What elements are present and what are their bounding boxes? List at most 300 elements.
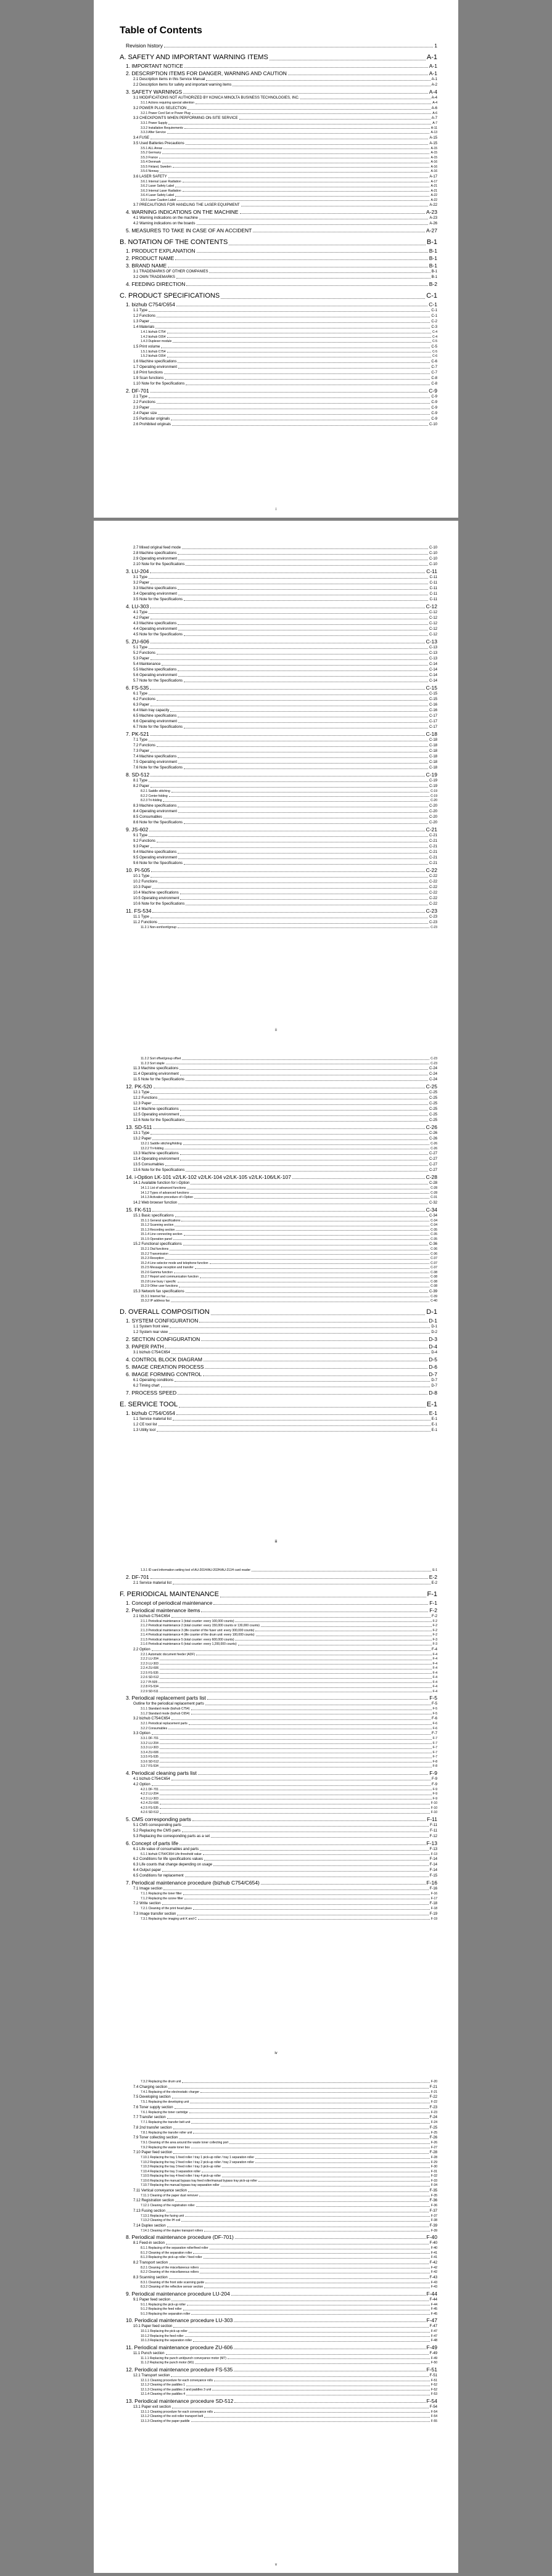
- toc-entry[interactable]: [120, 1716, 437, 1722]
- toc-entry[interactable]: [120, 1077, 437, 1083]
- toc-entry[interactable]: [120, 2415, 437, 2419]
- toc-entry[interactable]: [120, 1107, 437, 1112]
- toc-entry[interactable]: [120, 2141, 437, 2146]
- toc-entry[interactable]: [120, 189, 437, 194]
- toc-entry[interactable]: [120, 2156, 437, 2161]
- toc-entry[interactable]: [120, 131, 437, 136]
- toc-entry[interactable]: [120, 174, 437, 180]
- toc-entry[interactable]: [120, 2307, 437, 2312]
- toc-entry[interactable]: [120, 809, 437, 815]
- toc-entry[interactable]: [120, 2379, 437, 2384]
- toc-entry[interactable]: [120, 2080, 437, 2085]
- toc-entry[interactable]: [120, 844, 437, 850]
- toc-entry[interactable]: [120, 262, 437, 269]
- toc-entry[interactable]: [120, 1702, 437, 1707]
- toc-entry[interactable]: [120, 815, 437, 820]
- toc-entry[interactable]: [120, 1712, 437, 1717]
- toc-entry[interactable]: [120, 879, 437, 885]
- toc-entry[interactable]: [120, 2209, 437, 2214]
- toc-entry[interactable]: [120, 1862, 437, 1868]
- toc-entry[interactable]: [120, 551, 437, 556]
- toc-entry[interactable]: [120, 1788, 437, 1793]
- toc-entry[interactable]: [120, 2281, 437, 2286]
- toc-entry[interactable]: [120, 422, 437, 428]
- toc-entry[interactable]: [120, 820, 437, 826]
- toc-entry[interactable]: [120, 1343, 437, 1350]
- toc-entry[interactable]: [120, 291, 437, 301]
- toc-entry[interactable]: [120, 603, 437, 610]
- toc-entry[interactable]: [120, 1614, 437, 1620]
- toc-entry[interactable]: [120, 381, 437, 387]
- toc-entry[interactable]: [120, 1792, 437, 1797]
- toc-entry[interactable]: [120, 1072, 437, 1077]
- toc-entry[interactable]: [120, 1428, 437, 1433]
- toc-entry[interactable]: [120, 1371, 437, 1378]
- toc-entry[interactable]: [120, 1707, 437, 1712]
- toc-entry[interactable]: [120, 340, 437, 344]
- toc-entry[interactable]: [120, 1653, 437, 1658]
- toc-entry[interactable]: [120, 116, 437, 121]
- toc-entry[interactable]: [120, 902, 437, 907]
- toc-entry[interactable]: [120, 1131, 437, 1136]
- toc-entry[interactable]: [120, 112, 437, 116]
- toc-entry[interactable]: [120, 1873, 437, 1879]
- toc-entry[interactable]: [120, 2373, 437, 2379]
- toc-entry[interactable]: [120, 314, 437, 319]
- toc-entry[interactable]: [120, 2204, 437, 2209]
- toc-entry[interactable]: [120, 126, 437, 131]
- toc-entry[interactable]: [120, 703, 437, 708]
- toc-entry[interactable]: [120, 1816, 437, 1823]
- toc-entry[interactable]: [120, 1186, 437, 1191]
- toc-entry[interactable]: [120, 1828, 437, 1834]
- toc-entry[interactable]: [120, 203, 437, 208]
- toc-entry[interactable]: [120, 926, 437, 931]
- toc-entry[interactable]: [120, 194, 437, 198]
- toc-entry[interactable]: [120, 62, 437, 70]
- toc-entry[interactable]: [120, 2188, 437, 2194]
- toc-entry[interactable]: [120, 2246, 437, 2251]
- toc-entry[interactable]: [120, 1237, 437, 1242]
- toc-entry[interactable]: [120, 1638, 437, 1643]
- toc-entry[interactable]: [120, 575, 437, 581]
- toc-entry[interactable]: [120, 96, 437, 101]
- toc-entry[interactable]: [120, 1662, 437, 1667]
- toc-entry[interactable]: [120, 714, 437, 719]
- toc-entry[interactable]: [120, 1228, 437, 1233]
- toc-entry[interactable]: [120, 725, 437, 730]
- toc-entry[interactable]: [120, 2366, 437, 2373]
- toc-entry[interactable]: [120, 106, 437, 112]
- toc-entry[interactable]: [120, 667, 437, 673]
- toc-entry[interactable]: [120, 861, 437, 866]
- toc-entry[interactable]: [120, 2194, 437, 2199]
- toc-entry[interactable]: [120, 691, 437, 697]
- toc-entry[interactable]: [120, 400, 437, 406]
- toc-entry[interactable]: [120, 2285, 437, 2290]
- toc-entry[interactable]: [120, 1685, 437, 1690]
- toc-entry[interactable]: [120, 866, 437, 874]
- toc-entry[interactable]: [120, 1262, 437, 1266]
- toc-entry[interactable]: [120, 1769, 437, 1777]
- toc-entry[interactable]: [120, 2090, 437, 2095]
- toc-entry[interactable]: [120, 160, 437, 165]
- toc-entry[interactable]: [120, 2410, 437, 2415]
- toc-entry[interactable]: [120, 2219, 437, 2223]
- toc-entry[interactable]: [120, 2344, 437, 2351]
- toc-entry[interactable]: [120, 1066, 437, 1072]
- toc-entry[interactable]: [120, 2392, 437, 2397]
- toc-entry[interactable]: [120, 335, 437, 340]
- toc-entry[interactable]: [120, 350, 437, 355]
- toc-entry[interactable]: [120, 1219, 437, 1224]
- toc-entry[interactable]: [120, 1252, 437, 1257]
- toc-entry[interactable]: [120, 2135, 437, 2141]
- toc-entry[interactable]: [120, 1811, 437, 1816]
- toc-entry[interactable]: [120, 673, 437, 679]
- toc-entry[interactable]: [120, 1356, 437, 1363]
- toc-entry[interactable]: [120, 1886, 437, 1892]
- toc-entry[interactable]: [120, 1671, 437, 1676]
- toc-entry[interactable]: [120, 2290, 437, 2297]
- toc-entry[interactable]: [120, 2170, 437, 2175]
- toc-entry[interactable]: [120, 1308, 437, 1317]
- toc-entry[interactable]: [120, 1901, 437, 1907]
- toc-entry[interactable]: [120, 42, 437, 49]
- toc-entry[interactable]: [120, 1090, 437, 1096]
- toc-entry[interactable]: [120, 839, 437, 844]
- toc-entry[interactable]: [120, 387, 437, 394]
- toc-entry[interactable]: [120, 730, 437, 738]
- toc-entry[interactable]: [120, 1847, 437, 1853]
- toc-entry[interactable]: [120, 1917, 437, 1922]
- toc-entry[interactable]: [120, 1233, 437, 1237]
- toc-entry[interactable]: [120, 1200, 437, 1206]
- toc-entry[interactable]: [120, 1223, 437, 1228]
- toc-entry[interactable]: [120, 1247, 437, 1252]
- toc-entry[interactable]: [120, 1206, 437, 1213]
- toc-entry[interactable]: [120, 1363, 437, 1371]
- toc-entry[interactable]: [120, 2260, 437, 2266]
- toc-entry[interactable]: [120, 804, 437, 809]
- toc-entry[interactable]: [120, 2357, 437, 2362]
- toc-entry[interactable]: [120, 165, 437, 170]
- toc-entry[interactable]: [120, 1694, 437, 1702]
- toc-entry[interactable]: [120, 1892, 437, 1897]
- toc-entry[interactable]: [120, 2351, 437, 2357]
- toc-entry[interactable]: [120, 1573, 437, 1581]
- toc-entry[interactable]: [120, 198, 437, 203]
- toc-entry[interactable]: [120, 2397, 437, 2405]
- toc-entry[interactable]: [120, 1142, 437, 1147]
- toc-entry[interactable]: [120, 1101, 437, 1107]
- toc-entry[interactable]: [120, 1722, 437, 1727]
- toc-entry[interactable]: [120, 1266, 437, 1271]
- toc-entry[interactable]: [120, 784, 437, 789]
- toc-entry[interactable]: [120, 1213, 437, 1219]
- toc-entry[interactable]: [120, 697, 437, 703]
- toc-entry[interactable]: [120, 794, 437, 799]
- toc-entry[interactable]: [120, 1629, 437, 1634]
- toc-entry[interactable]: [120, 621, 437, 627]
- toc-entry[interactable]: [120, 1907, 437, 1912]
- toc-entry[interactable]: [120, 2241, 437, 2246]
- toc-entry[interactable]: [120, 719, 437, 725]
- toc-entry[interactable]: [120, 1777, 437, 1782]
- toc-entry[interactable]: [120, 1257, 437, 1262]
- toc-entry[interactable]: [120, 708, 437, 714]
- toc-entry[interactable]: [120, 1384, 437, 1389]
- toc-entry[interactable]: [120, 255, 437, 262]
- toc-entry[interactable]: [120, 1912, 437, 1917]
- toc-entry[interactable]: [120, 325, 437, 330]
- toc-entry[interactable]: [120, 2150, 437, 2156]
- toc-entry[interactable]: [120, 411, 437, 417]
- toc-entry[interactable]: [120, 754, 437, 760]
- toc-entry[interactable]: [120, 1289, 437, 1295]
- toc-entry[interactable]: [120, 1681, 437, 1685]
- toc-entry[interactable]: [120, 1657, 437, 1662]
- toc-entry[interactable]: [120, 1857, 437, 1862]
- toc-entry[interactable]: [120, 1409, 437, 1417]
- toc-entry[interactable]: [120, 83, 437, 88]
- toc-entry[interactable]: [120, 227, 437, 234]
- toc-entry[interactable]: [120, 891, 437, 896]
- toc-entry[interactable]: [120, 1317, 437, 1324]
- toc-entry[interactable]: [120, 1271, 437, 1276]
- toc-entry[interactable]: [120, 136, 437, 141]
- toc-entry[interactable]: [120, 1181, 437, 1186]
- toc-entry[interactable]: [120, 2146, 437, 2151]
- toc-entry[interactable]: [120, 1280, 437, 1285]
- toc-entry[interactable]: [120, 2179, 437, 2184]
- toc-entry[interactable]: [120, 2229, 437, 2234]
- toc-entry[interactable]: [120, 1350, 437, 1356]
- toc-entry[interactable]: [120, 2100, 437, 2105]
- toc-entry[interactable]: [120, 1751, 437, 1756]
- toc-entry[interactable]: [120, 833, 437, 839]
- toc-entry[interactable]: [120, 2214, 437, 2219]
- toc-entry[interactable]: [120, 1162, 437, 1168]
- toc-entry[interactable]: [120, 651, 437, 656]
- toc-entry[interactable]: [120, 1797, 437, 1802]
- toc-entry[interactable]: [120, 885, 437, 891]
- toc-entry[interactable]: [120, 2233, 437, 2241]
- toc-entry[interactable]: [120, 1083, 437, 1090]
- toc-entry[interactable]: [120, 562, 437, 568]
- toc-entry[interactable]: [120, 2183, 437, 2188]
- toc-entry[interactable]: [120, 616, 437, 621]
- toc-entry[interactable]: [120, 920, 437, 926]
- toc-entry[interactable]: [120, 1647, 437, 1653]
- toc-entry[interactable]: [120, 1196, 437, 1200]
- toc-entry[interactable]: [120, 545, 437, 551]
- toc-entry[interactable]: [120, 1568, 437, 1573]
- toc-entry[interactable]: [120, 907, 437, 915]
- toc-entry[interactable]: [120, 1755, 437, 1760]
- toc-entry[interactable]: [120, 2111, 437, 2116]
- toc-entry[interactable]: [120, 684, 437, 691]
- toc-entry[interactable]: [120, 743, 437, 749]
- toc-entry[interactable]: [120, 2266, 437, 2271]
- toc-entry[interactable]: [120, 2270, 437, 2275]
- toc-entry[interactable]: [120, 2419, 437, 2424]
- toc-entry[interactable]: [120, 1157, 437, 1162]
- toc-entry[interactable]: [120, 2131, 437, 2136]
- toc-entry[interactable]: [120, 365, 437, 370]
- toc-entry[interactable]: [120, 1299, 437, 1304]
- toc-entry[interactable]: [120, 760, 437, 765]
- toc-entry[interactable]: [120, 406, 437, 411]
- toc-entry[interactable]: [120, 662, 437, 667]
- toc-entry[interactable]: [120, 1242, 437, 1247]
- toc-entry[interactable]: [120, 2388, 437, 2393]
- toc-entry[interactable]: [120, 1191, 437, 1196]
- toc-entry[interactable]: [120, 101, 437, 106]
- toc-entry[interactable]: [120, 581, 437, 586]
- toc-entry[interactable]: [120, 2361, 437, 2366]
- toc-entry[interactable]: [120, 156, 437, 161]
- toc-entry[interactable]: [120, 627, 437, 632]
- toc-entry[interactable]: [120, 1840, 437, 1847]
- toc-entry[interactable]: [120, 1173, 437, 1181]
- toc-entry[interactable]: [120, 330, 437, 335]
- toc-entry[interactable]: [120, 1666, 437, 1671]
- toc-entry[interactable]: [120, 568, 437, 575]
- toc-entry[interactable]: [120, 2198, 437, 2204]
- toc-entry[interactable]: [120, 2256, 437, 2260]
- toc-entry[interactable]: [120, 1727, 437, 1732]
- toc-entry[interactable]: [120, 121, 437, 126]
- toc-entry[interactable]: [120, 376, 437, 381]
- toc-entry[interactable]: [120, 2334, 437, 2339]
- toc-entry[interactable]: [120, 874, 437, 879]
- toc-entry[interactable]: [120, 216, 437, 221]
- toc-entry[interactable]: [120, 1834, 437, 1840]
- toc-entry[interactable]: [120, 319, 437, 325]
- toc-entry[interactable]: [120, 53, 437, 62]
- toc-entry[interactable]: [120, 1742, 437, 1747]
- toc-entry[interactable]: [120, 749, 437, 754]
- toc-entry[interactable]: [120, 1295, 437, 1300]
- toc-entry[interactable]: [120, 1123, 437, 1131]
- toc-entry[interactable]: [120, 2275, 437, 2281]
- toc-entry[interactable]: [120, 1676, 437, 1681]
- toc-entry[interactable]: [120, 638, 437, 645]
- toc-entry[interactable]: [120, 1806, 437, 1811]
- toc-entry[interactable]: [120, 896, 437, 902]
- toc-entry[interactable]: [120, 2329, 437, 2334]
- toc-entry[interactable]: [120, 2085, 437, 2090]
- toc-entry[interactable]: [120, 2121, 437, 2126]
- toc-entry[interactable]: [120, 656, 437, 662]
- toc-entry[interactable]: [120, 1118, 437, 1123]
- toc-entry[interactable]: [120, 151, 437, 156]
- toc-entry[interactable]: [120, 344, 437, 350]
- toc-entry[interactable]: [120, 1151, 437, 1157]
- toc-entry[interactable]: [120, 1879, 437, 1886]
- toc-entry[interactable]: [120, 1823, 437, 1828]
- toc-entry[interactable]: [120, 771, 437, 778]
- toc-entry[interactable]: [120, 359, 437, 365]
- toc-entry[interactable]: [120, 1112, 437, 1118]
- toc-entry[interactable]: [120, 2297, 437, 2303]
- toc-entry[interactable]: [120, 169, 437, 174]
- toc-entry[interactable]: [120, 1868, 437, 1873]
- toc-entry[interactable]: [120, 1760, 437, 1765]
- toc-entry[interactable]: [120, 88, 437, 96]
- toc-entry[interactable]: [120, 2303, 437, 2308]
- toc-entry[interactable]: [120, 394, 437, 400]
- toc-entry[interactable]: [120, 1731, 437, 1737]
- toc-entry[interactable]: [120, 1599, 437, 1607]
- toc-entry[interactable]: [120, 738, 437, 743]
- toc-entry[interactable]: [120, 799, 437, 804]
- toc-entry[interactable]: [120, 147, 437, 152]
- toc-entry[interactable]: [120, 1897, 437, 1902]
- toc-entry[interactable]: [120, 2251, 437, 2256]
- toc-entry[interactable]: [120, 141, 437, 147]
- toc-entry[interactable]: [120, 1096, 437, 1101]
- toc-entry[interactable]: [120, 184, 437, 189]
- toc-entry[interactable]: [120, 2383, 437, 2388]
- toc-entry[interactable]: [120, 2324, 437, 2329]
- toc-entry[interactable]: [120, 1400, 437, 1409]
- toc-entry[interactable]: [120, 789, 437, 794]
- toc-entry[interactable]: [120, 632, 437, 638]
- toc-entry[interactable]: [120, 1147, 437, 1152]
- toc-entry[interactable]: [120, 645, 437, 651]
- toc-entry[interactable]: [120, 354, 437, 359]
- toc-entry[interactable]: [120, 208, 437, 216]
- toc-entry[interactable]: [120, 280, 437, 288]
- toc-entry[interactable]: [120, 826, 437, 833]
- toc-entry[interactable]: [120, 1581, 437, 1586]
- toc-entry[interactable]: [120, 679, 437, 684]
- toc-entry[interactable]: [120, 2115, 437, 2121]
- toc-entry[interactable]: [120, 778, 437, 784]
- toc-entry[interactable]: [120, 2095, 437, 2100]
- toc-entry[interactable]: [120, 1324, 437, 1330]
- toc-entry[interactable]: [120, 1417, 437, 1422]
- toc-entry[interactable]: [120, 765, 437, 771]
- toc-entry[interactable]: [120, 915, 437, 920]
- toc-entry[interactable]: [120, 1168, 437, 1173]
- toc-entry[interactable]: [120, 1335, 437, 1343]
- toc-entry[interactable]: [120, 850, 437, 855]
- toc-entry[interactable]: [120, 1801, 437, 1806]
- toc-entry[interactable]: [120, 180, 437, 185]
- toc-entry[interactable]: [120, 2105, 437, 2111]
- toc-entry[interactable]: [120, 586, 437, 592]
- toc-entry[interactable]: [120, 70, 437, 77]
- toc-entry[interactable]: [120, 275, 437, 280]
- toc-entry[interactable]: [120, 2317, 437, 2324]
- toc-entry[interactable]: [120, 556, 437, 562]
- toc-entry[interactable]: [120, 1642, 437, 1647]
- toc-entry[interactable]: [120, 77, 437, 83]
- toc-entry[interactable]: [120, 1782, 437, 1788]
- toc-entry[interactable]: [120, 1764, 437, 1769]
- toc-entry[interactable]: [120, 2339, 437, 2344]
- toc-entry[interactable]: [120, 417, 437, 422]
- toc-entry[interactable]: [120, 2223, 437, 2229]
- toc-entry[interactable]: [120, 2165, 437, 2170]
- toc-entry[interactable]: [120, 1633, 437, 1638]
- toc-entry[interactable]: [120, 247, 437, 255]
- toc-entry[interactable]: [120, 2161, 437, 2166]
- toc-entry[interactable]: [120, 1136, 437, 1142]
